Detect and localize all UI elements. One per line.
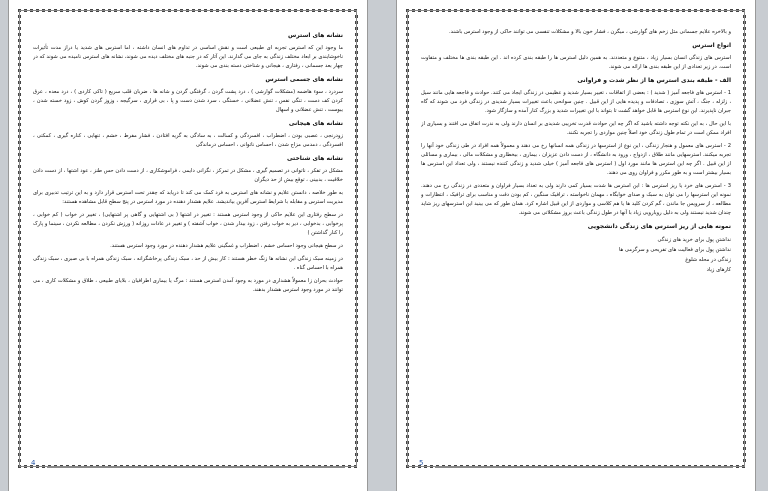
page-5: [396, 0, 756, 491]
list-item: نداشتن پول برای فعالیت های تفریحی و سرگرمی ها: [618, 247, 731, 253]
page-content: [33, 28, 343, 443]
paragraph: 1 - استرس های فاجعه آمیز ( شدید ) : بعضی از اتفاقات ، تغییر بسیار شدید و عظیمی در زندگی ایجاد می کنند. حوادث و فاجعه هایی مانند سیل ، زلزله ، جنگ ، آتش سوزی ، تصادفات و پدیده هایی از این قبیل . چنین سوانحی باعث تغییرات بسیار شدیدی در زندگی فرد می شوند که گاه جبران ناپذیرند. این نوع استرس ها قابل خواهد گشت تا بتواند با این تغییرات شدید و بزرگ کنار آمده و سازگار شود.: [421, 90, 731, 114]
list-item: زندگی در محله شلوغ: [685, 257, 731, 263]
paragraph: استرس های زندگی انسان بسیار زیاد ، متنوع و متعددند. به همین دلیل استرس ها را طبقه بندی کرده اند . این طبقه بندی ها مختلف و متفاوت است. در زیر تعدادی از این طبقه بندی ها ارائه می شوند.: [421, 55, 731, 70]
page-content: [421, 28, 731, 443]
list-item: کارهای زیاد: [706, 267, 731, 273]
page-number: 4: [31, 459, 36, 467]
paragraph: در سطح رفتاری این علایم حاکی از وجود استرس هستند : تغییر در اشتها ( بی اشتهایی و گاهی پر اشتهایی) ، تغییر در خواب ( کم خوابی ، پرخوابی ، بدخوابی ، دیر به خواب رفتن ، زود بیدار شدن ، خواب آشفته ) و تغییر در عادات روزانه ( ورزش نکردن ، مطالعه نکردن ، سینما و پارک را کنار گذاشتن ): [33, 212, 343, 236]
paragraph: به طور خلاصه ، دانستن علایم و نشانه های استرس به فرد کمک می کند تا دریابد که چقدر تحت استرس قرار دارد و به این ترتیب تدبیری برای مدیریت استرس و مقابله با شرایط استرس آفرین بیاندیشد. علایم هشدار دهنده در مورد استرس در پنج سطح قابل مشاهده هستند:: [33, 190, 343, 205]
page-footer: [31, 459, 345, 469]
paragraph: 2 - استرس های معمول و هنجار زندگی ، این نوع از استرسها در زندگی همه انسانها رخ می دهند و معمولاً همه افراد در طی زندگی خود آنها را تجربه میکنند. استرسهایی مانند طلاق ، ازدواج ، ورود به دانشگاه ، از دست دادن عزیزان ، بیماری ، بیخطاری و مشکلات مالی ، بیماری و مسائلی از این قبیل . اگر چه این استرس ها مانند مورد اول ( استرس های فاجعه آمیز ) خیلی شدید و زندگی کننده نیستند ، ولی تعداد این استرس ها بسیار بیشتر است و به طور مکرر و فراوان روی می دهند.: [421, 143, 731, 176]
page-number: 5: [419, 459, 424, 467]
page-footer: [419, 459, 733, 469]
bullet-list: [421, 235, 731, 275]
paragraph: 3 - استرس های خرد یا ریز استرس ها : این استرس ها شدت بسیار کمی دارند ولی به تعداد بسیار فراوان و متعددی در زندگی رخ می دهند. نمونه این استرسها را می توان به سبک و صدای خوابگاه ، مهمان ناخواسته ، ترافیک سنگین ، کم بودن دقت و مناسب برای ترافیک ، انتظارات و مطالعه ، از سرویس جا ماندن ، گم کردن کلید ها یا هم کلاسی و مواردی از این قبیل اشاره کرد. همان طور که می بینید این استرسهای ریز شاید چندان شدید نیستند ولی به دلیل رویارویی زیاد با آنها در طول زندگی باعث بروز مشکلاتی می شوند.: [421, 183, 731, 216]
section-heading: انواع استرس: [692, 42, 731, 49]
section-heading: نشانه های هیجانی: [288, 120, 343, 127]
section-heading: نشانه های شناختی: [286, 155, 343, 162]
paragraph: سردرد ، سوء هاضمه (مشکلات گوارشی ) ، درد پشت گردن ، گرفتگی گردن و شانه ها ، ضربان قلب سریع ( تاکی کاردی ) ، درد معده ، عرق کردن کف دست ، تنگی نفس ، تنش عضلانی ، خستگی ، سرد شدن دست و پا ، بی قراری ، سرگیجه ، وزوز گردن کوش ، زود خسته شدن ، یبوست ، تنش عضلانی و اسهال: [33, 89, 343, 113]
paragraph: در زمینه سبک زندگی این نشانه ها زنگ خطر هستند : کار بیش از حد ، سبک زندگی پرخاشگرانه ، سبک زندگی همراه با بی صبری ، سبک زندگی همراه با احساس گناه .: [33, 256, 343, 271]
page-4: [8, 0, 368, 491]
paragraph: حوادث بحران زا معمولاً هشداری در مورد به وجود آمدن استرس هستند : مرگ یا بیماری اطرافیان ، بلایای طبیعی ، طلاق و مشکلات کاری ، می توانند در مورد وجود استرس هشدار بدهند.: [33, 278, 343, 293]
section-heading: نشانه های جسمی استرس: [265, 76, 343, 83]
paragraph: در سطح هیجانی وجود احساس خشم ، اضطراب و غمگینی علایم هشدار دهنده در مورد وجود استرس هستند.: [110, 243, 343, 249]
list-item: نداشتن پول برای خرید های زندگی: [657, 237, 731, 243]
paragraph: مشکل در تفکر ، ناتوانی در تصمیم گیری ، مشکل در تمرکز ، نگرانی دایمی ، فراموشکاری ، از دست دادن حس طنز ، عود اشتها ، از دست دادن خلاقیت ، بدبینی ، توقع بیش از حد دیگران: [33, 168, 343, 183]
section-heading: الف - طبقه بندی استرس ها از نظر شدت و فراوانی: [577, 77, 731, 84]
section-heading: نمونه هایی از ریز استرس های زندگی دانشجویی: [587, 223, 731, 230]
paragraph: زودرنجی ، عصبی بودن ، اضطراب ، افسردگی و کسالت ، به سادگی به گریه افتادن ، فشار مفرط ، خشم ، تنهایی ، کناره گیری ، کمکتی ، افسردگی ، دمدمی مزاج شدن ، احساس ناتوانی ، احساس درماندگی: [33, 133, 343, 148]
section-heading: نشانه های استرس: [287, 32, 343, 39]
paragraph: و بالاخره علایم جسمانی مثل زخم های گوارشی ، میگرن ، فشار خون بالا و مشکلات تنفسی می توانند حاکی از وجود استرس باشند.: [449, 29, 731, 35]
paragraph: با این حال ، به این نکته توجه داشته باشید که اگر چه این حوادث قدرت تخریبی شدیدی بر انسان دارند ولی به ندرت اتفاق می افتند و بسیاری از افراد ممکن است در تمام طول زندگی خود اصلاً چنین مواردی را تجربه نکنند.: [421, 121, 731, 136]
paragraph: ما وجود این که استرس تجربه ای طبیعی است و نقش اساسی در تداوم های انسان داشته ، اما استرس های شدید یا دراز مدت تأثیرات ناخوشایندی بر ابعاد مختلف زندگی به جای می گذارند. این آثار که در جنبه های مختلف دیده می شوند، نشانه های استرس نامیده می شوند که در چهار بعد جسمانی ، رفتاری ، هیجانی و شناختی دسته بندی می شوند.: [33, 45, 343, 69]
